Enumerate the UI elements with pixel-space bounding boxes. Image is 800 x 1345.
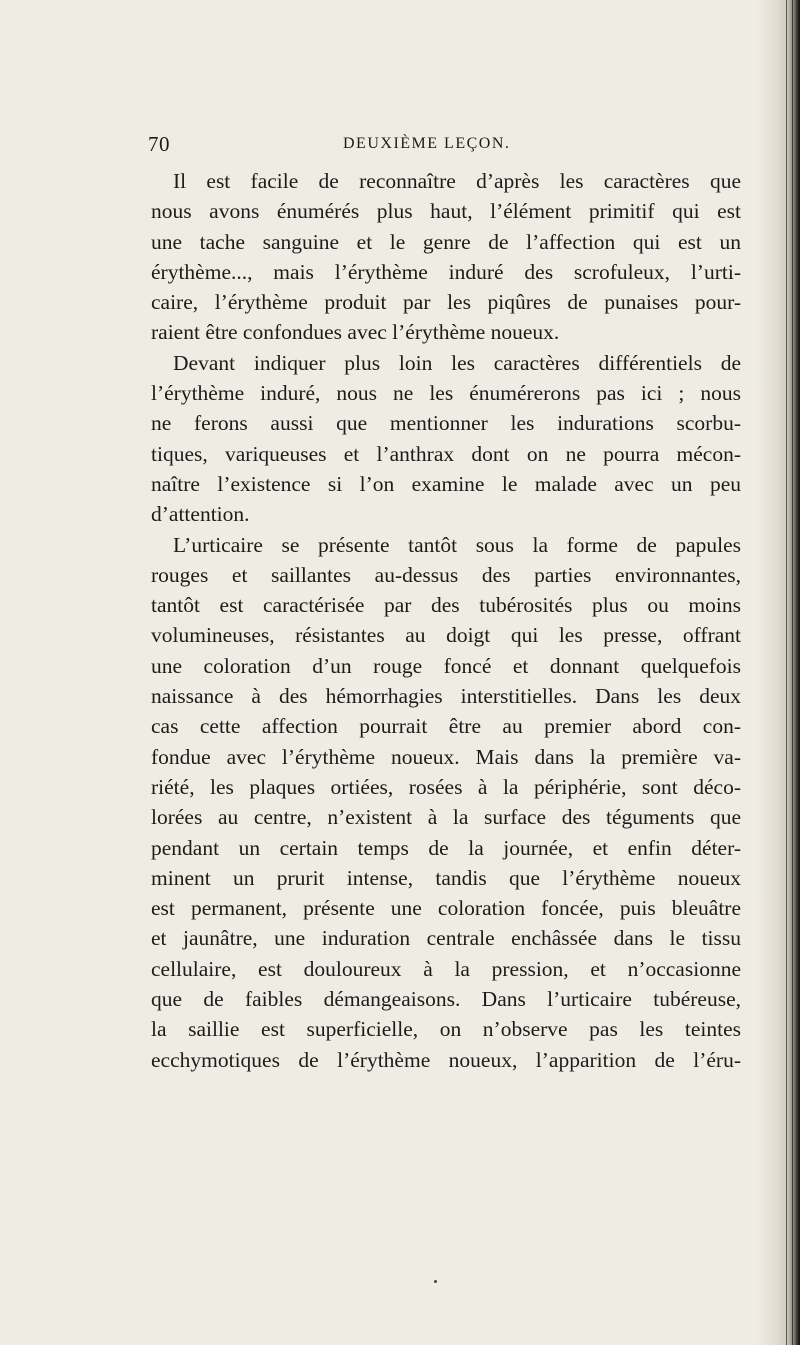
page-edge-line: [792, 0, 793, 1345]
text-line: et jaunâtre, une induration centrale enchâssée dans le tissu: [151, 926, 741, 951]
text-line: Il est facile de reconnaître d’après les caractères que: [173, 169, 741, 193]
text-line: minent un prurit intense, tandis que l’érythème noueux: [151, 865, 741, 890]
page-header: [148, 132, 768, 162]
body-text: [151, 166, 741, 1075]
running-head: DEUXIÈME LEÇON.: [343, 135, 511, 152]
text-line: lorées au centre, n’existent à la surface des téguments que: [151, 805, 741, 830]
text-line: Devant indiquer plus loin les caractères différentiels de: [173, 350, 741, 375]
text-line: raient être confondues avec l’érythème noueux.: [151, 320, 560, 345]
text-line: l’érythème induré, nous ne les énumérerons pas ici ; nous: [151, 381, 741, 406]
page-edge-line: [786, 0, 787, 1345]
page-edge-shadow: [756, 0, 800, 1345]
text-line: une coloration d’un rouge foncé et donnant quelquefois: [151, 653, 741, 678]
text-line: caire, l’érythème produit par les piqûres de punaises pour-: [151, 290, 741, 315]
text-line: nous avons énumérés plus haut, l’élément primitif qui est: [151, 199, 741, 224]
text-line: naissance à des hémorrhagies interstitielles. Dans les deux: [151, 684, 741, 709]
text-line: la saillie est superficielle, on n’observe pas les teintes: [151, 1017, 741, 1042]
text-line: est permanent, présente une coloration foncée, puis bleuâtre: [151, 896, 741, 921]
text-line: ne ferons aussi que mentionner les indurations scorbu-: [151, 411, 741, 436]
text-line: cas cette affection pourrait être au premier abord con-: [151, 714, 741, 739]
text-line: une tache sanguine et le genre de l’affection qui est un: [151, 229, 741, 254]
ink-speck: [434, 1280, 437, 1283]
text-line: que de faibles démangeaisons. Dans l’urticaire tubéreuse,: [151, 987, 741, 1012]
text-line: d’attention.: [151, 502, 250, 527]
page-number: 70: [148, 132, 170, 156]
text-line: volumineuses, résistantes au doigt qui les presse, offrant: [151, 623, 741, 648]
text-line: L’urticaire se présente tantôt sous la forme de papules: [173, 532, 741, 557]
text-line: érythème..., mais l’érythème induré des scrofuleux, l’urti-: [151, 259, 741, 284]
text-line: tantôt est caractérisée par des tubérosités plus ou moins: [151, 593, 741, 618]
text-line: riété, les plaques ortiées, rosées à la périphérie, sont déco-: [151, 774, 741, 799]
text-line: rouges et saillantes au-dessus des parties environnantes,: [151, 562, 741, 587]
text-line: ecchymotiques de l’érythème noueux, l’apparition de l’éru-: [151, 1047, 741, 1072]
text-line: cellulaire, est douloureux à la pression, et n’occasionne: [151, 956, 741, 981]
text-line: fondue avec l’érythème noueux. Mais dans la première va-: [151, 744, 741, 769]
text-line: naître l’existence si l’on examine le malade avec un peu: [151, 471, 741, 496]
text-line: pendant un certain temps de la journée, et enfin déter-: [151, 835, 741, 860]
text-line: tiques, variqueuses et l’anthrax dont on ne pourra mécon-: [151, 441, 741, 466]
